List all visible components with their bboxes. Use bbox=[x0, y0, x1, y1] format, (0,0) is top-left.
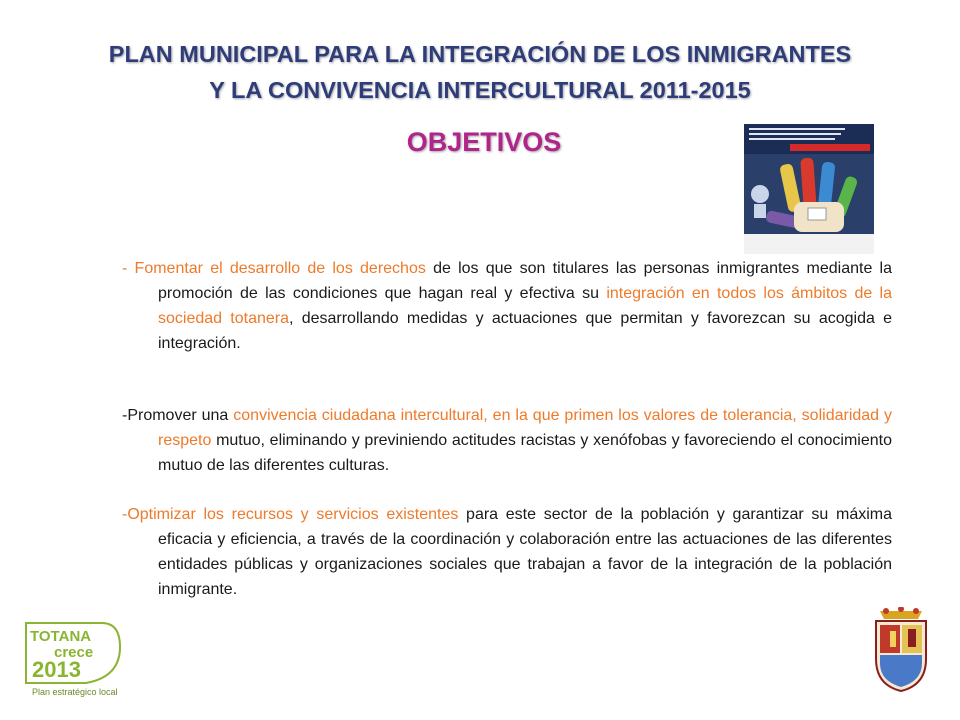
objective-2 bbox=[122, 403, 892, 478]
plan-poster-image bbox=[744, 124, 874, 254]
objective-1-highlight-1: - Fomentar el desarrollo de los derechos bbox=[122, 260, 426, 277]
objective-3-highlight-1: -Optimizar los recursos y servicios existentes bbox=[122, 506, 459, 523]
logo-tagline: Plan estratégico local bbox=[32, 687, 118, 697]
logo-year: 2013 bbox=[32, 657, 81, 682]
objective-1-text-2: , desarrollando medidas y actuaciones que permitan y favorezcan su acogida e integración. bbox=[158, 310, 893, 352]
poster-footer-logos bbox=[744, 234, 874, 254]
objective-1-highlight-2: integración en todos los ámbitos de la sociedad totanera bbox=[158, 285, 893, 327]
objective-2-highlight-1: convivencia ciudadana intercultural, en la que primen los valores de tolerancia, solidaridad y respeto bbox=[158, 407, 893, 449]
totana-crece-logo bbox=[24, 617, 124, 695]
objectives-list bbox=[122, 256, 892, 602]
logo-word-crece: crece bbox=[54, 644, 94, 661]
page-title bbox=[0, 36, 960, 108]
title-line-1: PLAN MUNICIPAL PARA LA INTEGRACIÓN DE LOS INMIGRANTES bbox=[108, 41, 852, 67]
section-subtitle: OBJETIVOS bbox=[406, 127, 562, 157]
objective-3-text-1: para este sector de la población y garantizar su máxima eficacia y eficiencia, a través de la coordinación y colaboración entre las actuaciones de las diferentes entidades públicas y organizaciones sociales que trabajan a favor de la integración de la población inmigrante. bbox=[158, 506, 892, 598]
title-line-2: Y LA CONVIVENCIA INTERCULTURAL 2011-2015 bbox=[209, 77, 751, 103]
objective-2-text-1: mutuo, eliminando y previniendo actitudes racistas y xenófobas y favoreciendo el conocimiento mutuo de las diferentes culturas. bbox=[158, 432, 892, 474]
objective-1-text-1: de los que son titulares las personas inmigrantes mediante la promoción de las condiciones que hagan real y efectiva su bbox=[158, 260, 893, 302]
objective-2-text-0: -Promover una bbox=[122, 407, 234, 424]
municipal-coat-of-arms bbox=[868, 607, 934, 693]
logo-word-totana: TOTANA bbox=[30, 628, 92, 645]
objective-3 bbox=[122, 502, 892, 602]
objective-1 bbox=[122, 256, 892, 356]
